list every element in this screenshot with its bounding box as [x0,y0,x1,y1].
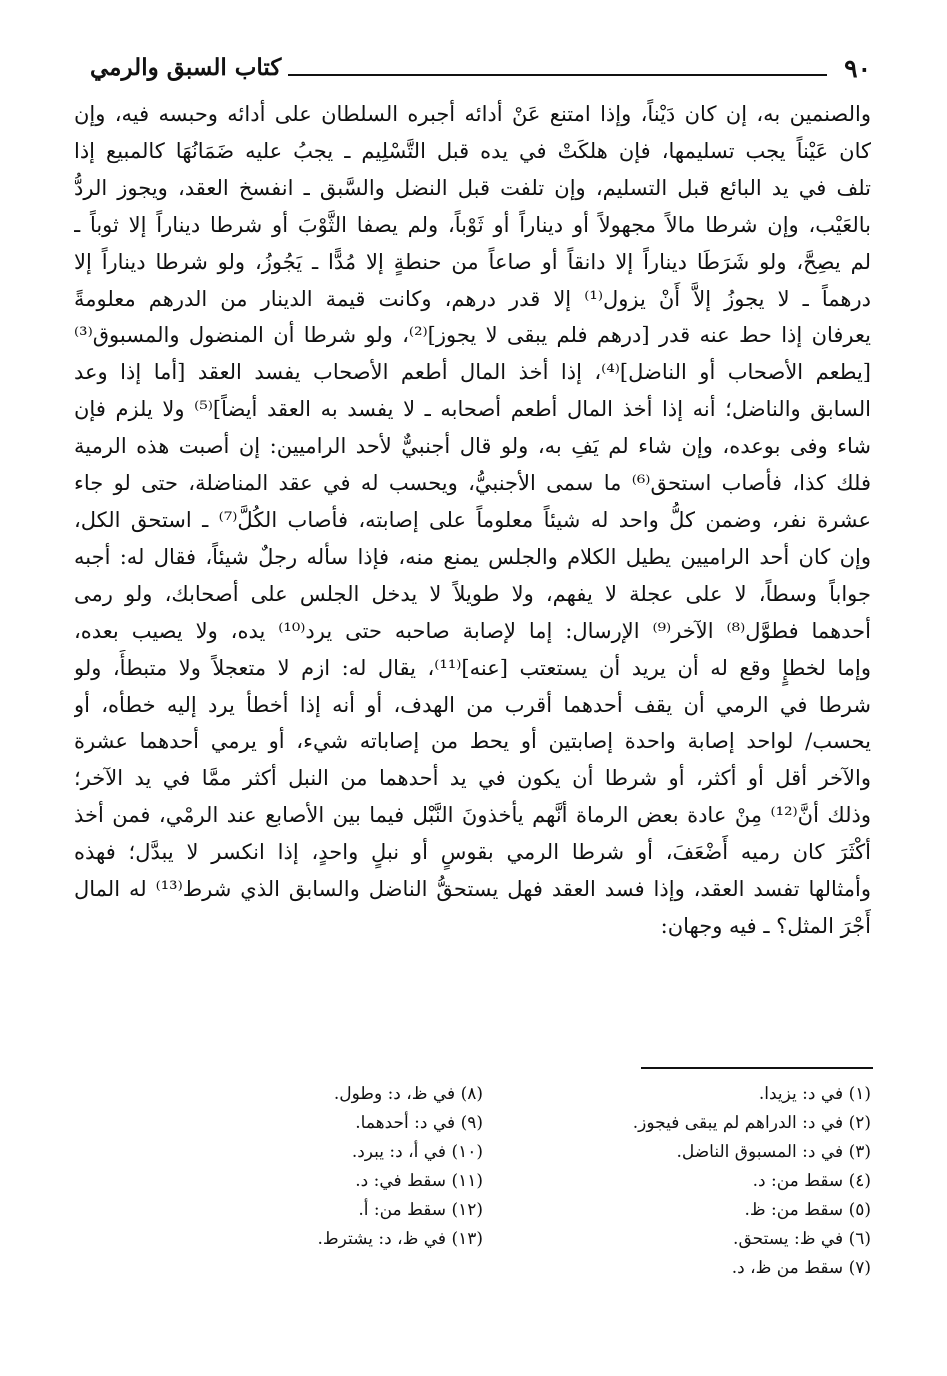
footnote: (٣) في د: المسبوق الناضل. [676,1142,871,1162]
text-line: جواباً وسطاً، لا على عجلة لا يفهم، ولا طويلاً لا يدخل الجلس على أصحابك، ولو رمى [74,581,871,606]
text-line: أكْثَرَ كان رميه أَضْعَفَ، أو شرطا الرمي بقوسٍ أو نبلٍ واحدٍ، إذا انكسر لا يبدَّل؛ فهذه [74,840,871,865]
footnote: (٢) في د: الدراهم لم يبقى فيجوز. [632,1113,871,1133]
text-line: عشرة نفر، وضمن كلُّ واحد له شيئاً معلوماً على إصابته، فأصاب الكُلَّ⁽⁷⁾ ـ استحق الكل، [74,507,871,532]
text-line: وإما لخطإٍ وقع له أن يريد أن يستعتب [عنه]⁽¹¹⁾، يقال له: ازم لا متعجلاً ولا متبطأً، ولو [74,655,871,680]
footnote: (١٣) في ظ، د: يشترط. [317,1229,483,1249]
text-line: أحدهما فطوَّل⁽⁸⁾ الآخر⁽⁹⁾ الإرسال: إما لإصابة صاحبه حتى يرد⁽¹⁰⁾ يده، ولا يصيب بعده، [74,618,871,643]
main-text [74,96,871,945]
footnote: (٨) في ظ، د: وطول. [333,1084,483,1104]
text-line: أَجْرَ المثل؟ ـ فيه وجهان: [660,913,871,938]
footnote: (١١) سقط في: د. [355,1171,483,1191]
text-line: شاء وفى بوعده، وإن شاء لم يَفِ به، ولو قال أجنبيٌّ لأحد الراميين: إن أصبت هذه الرمية [74,434,871,459]
text-line: كان عَيْناً يجب تسليمها، فإن هلكَتْ في يده قبل التَّسْلِيم ـ يجبُ عليه ضَمَانُهَا كالمبيع إذا [74,138,871,163]
footnote: (٩) في د: أحدهما. [355,1113,483,1133]
page-header [90,50,871,90]
text-line: [يطعم الأصحاب أو الناضل]⁽⁴⁾، إذا أخذ المال أطعم الأصحاب يفسد العقد [أما إذا وعد [74,360,871,385]
footnotes-column-left [163,1080,483,1254]
text-line: والآخر أقل أو أكثر، أو شرطا أن يكون في يد أحدهما من النبل أكثر ممَّا في يد الآخر؛ [74,766,871,791]
text-line: وإن كان أحد الراميين يطيل الكلام والجلس يمنع منه، فإذا سأله رجلٌ شيئاً، فقال له: أجبه [74,544,871,569]
footnote: (٦) في ظ: يستحق. [733,1229,871,1249]
footnote-separator [641,1067,873,1069]
footnote: (١٠) في أ، د: يبرد. [351,1142,483,1162]
page-number: ٩٠ [844,54,871,83]
text-line: تلف في يد البائع قبل التسليم، وإن تلفت قبل النضل والسَّبق ـ انفسخ العقد، ويجوز الردُّ [74,175,871,200]
text-line: والصنمين به، إن كان دَيْناً، وإذا امتنع عَنْ أدائه أجبره السلطان على أدائه وحبسه فيه، وإن [74,102,871,126]
footnote: (٥) سقط من: ظ. [744,1200,871,1220]
text-line: بالعَيْب، وإن شرطا مالاً مجهولاً أو ديناراً أو ثَوْباً، ولم يصفا الثَّوْبَ أو شرطا ديناراً إلا ثوباً ـ [74,212,871,237]
footnote: (٤) سقط من: د. [752,1171,871,1191]
text-line: لم يصِحَّ، ولو شَرَطَا ديناراً إلا دانقاً أو صاعاً من حنطةٍ إلا مُدًّا ـ يَجُوزُ، ولو شرطا ديناراً إلا [74,249,871,274]
footnote: (١٢) سقط من: أ. [358,1200,483,1220]
book-title: كتاب السبق والرمي [90,54,282,81]
text-line: فلك كذا، فأصاب استحق⁽⁶⁾ ما سمى الأجنبيُّ، ويحسب له في عقد المناضلة، حتى لو جاء [74,471,871,496]
text-line: السابق والناضل؛ أنه إذا أخذ المال أطعم أصحابه ـ لا يفسد به العقد أيضاً]⁽⁵⁾ ولا يلزم فإن [74,397,871,422]
text-line: يحسب/ لواحد إصابة واحدة إصابتين أو يحط من إصاباته شيء، أو يرمي أحدهما عشرة [74,729,871,754]
header-rule [288,74,827,76]
text-line: شرطا في الرمي أن يقف أحدهما أقرب من الهدف، أو أنه إذا أخطأ يرد إليه خطأه، أو [74,692,871,717]
footnote: (١) في د: يزيدا. [758,1084,871,1104]
footnotes-column-right [541,1080,871,1283]
text-line: وأمثالها تفسد العقد، وإذا فسد العقد فهل يستحقُّ الناضل والسابق الذي شرط⁽¹³⁾ له المال [74,877,871,902]
text-line: يعرفان إذا حط عنه قدر [درهم فلم يبقى لا يجوز]⁽²⁾، ولو شرطا أن المنضول والمسبوق⁽³⁾ [74,323,871,348]
text-line: درهماً ـ لا يجوزُ إلاَّ أَنْ يزول⁽¹⁾ إلا قدر درهم، وكانت قيمة الدينار من الدرهم معلومةً [74,286,871,311]
footnote: (٧) سقط من ظ، د. [731,1258,871,1278]
text-line: وذلك أنَّ⁽¹²⁾ مِنْ عادة بعض الرماة أنَّهم يأخذونَ النَّبْل فيما بين الأصابع عند الرمْي، فمن أخذ [74,803,871,828]
